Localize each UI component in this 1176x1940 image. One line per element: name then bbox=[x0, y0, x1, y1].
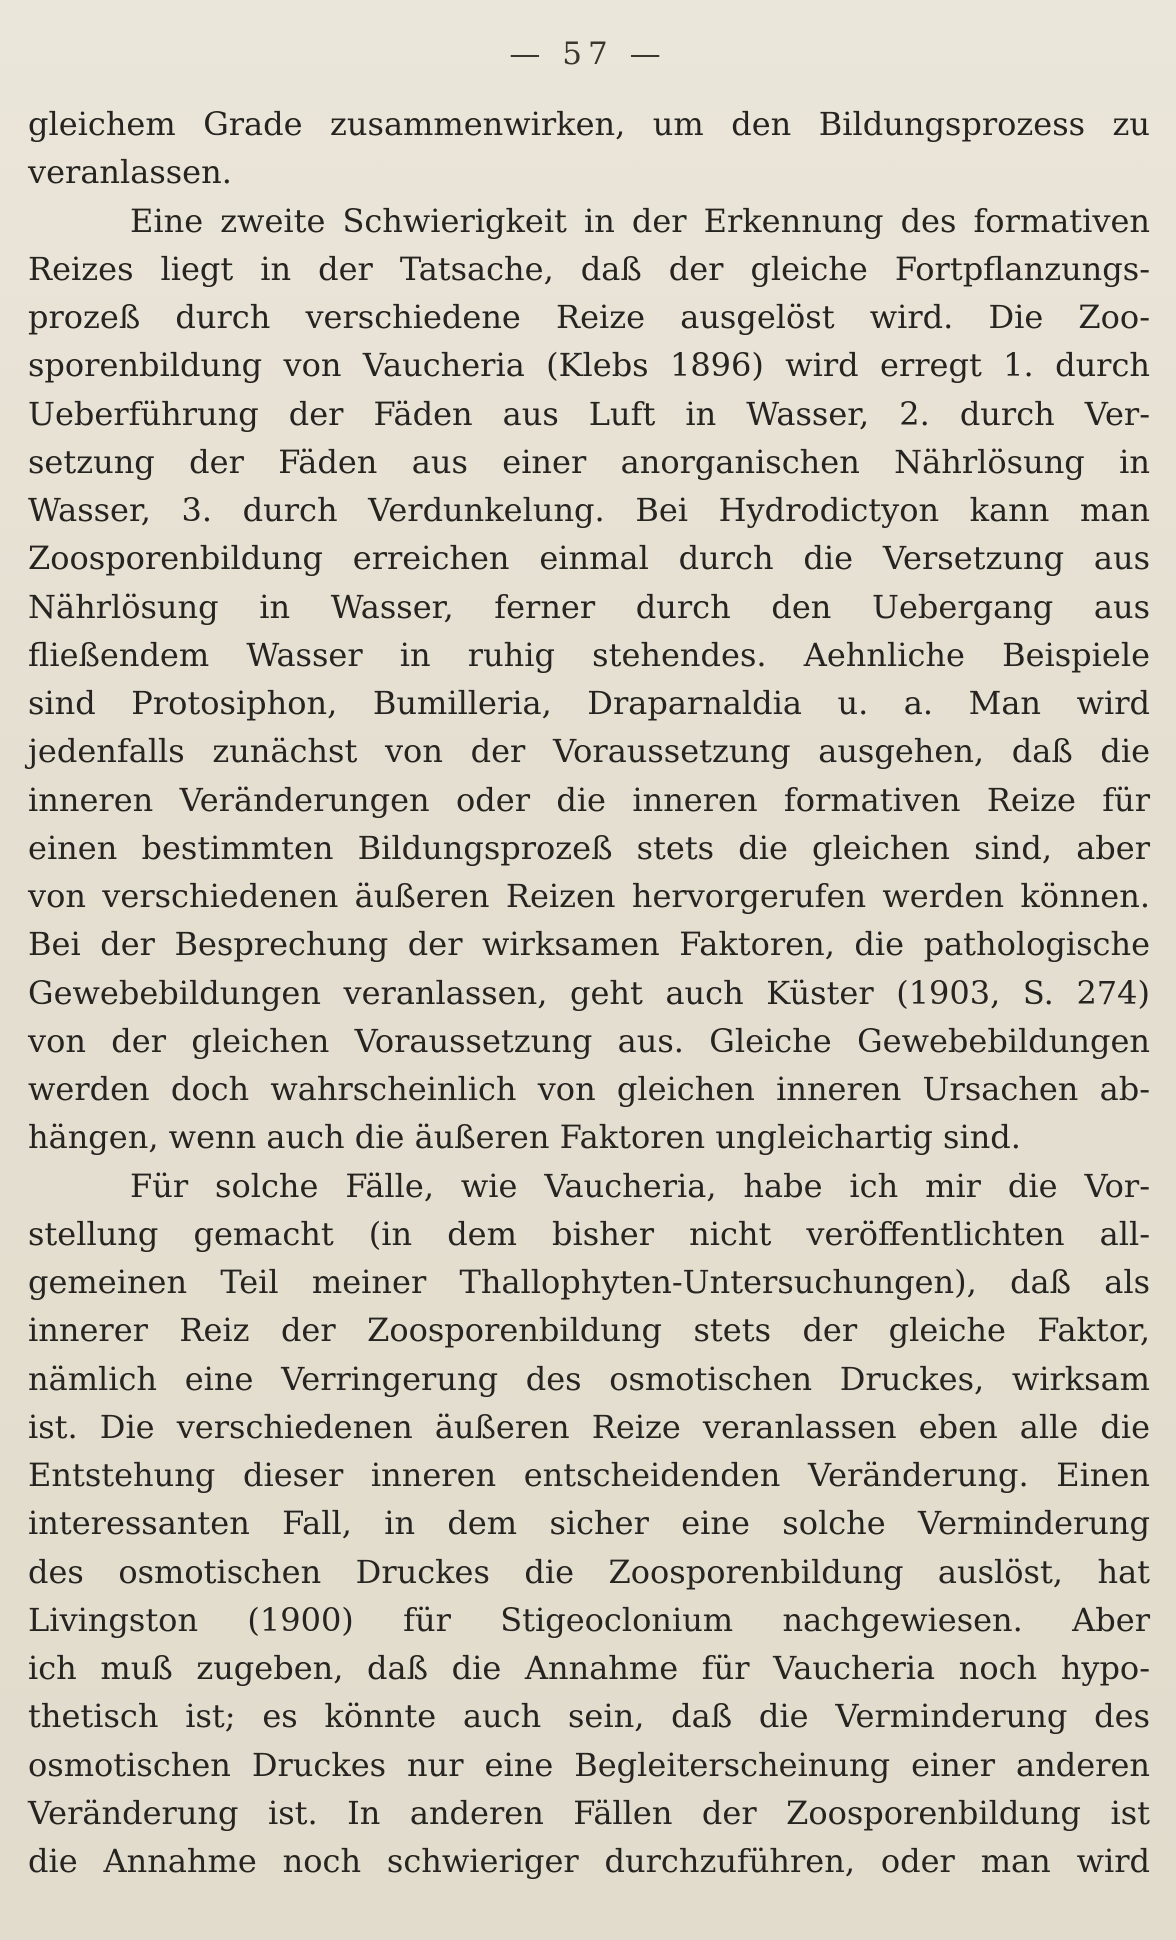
text-line: gleichem Grade zusammenwirken, um den Bildungsprozess zu bbox=[28, 105, 1150, 143]
text-line: von verschiedenen äußeren Reizen hervorgerufen werden können. bbox=[28, 877, 1150, 915]
text-line: ich muß zugeben, daß die Annahme für Vaucheria noch hypo- bbox=[28, 1649, 1150, 1687]
paragraph-2 bbox=[28, 197, 1150, 1162]
text-line: Nährlösung in Wasser, ferner durch den Uebergang aus bbox=[28, 587, 1150, 626]
text-line: Bei der Besprechung der wirksamen Faktoren, die pathologische bbox=[28, 925, 1150, 964]
text-line: prozeß durch verschiedene Reize ausgelöst wird. Die Zoo- bbox=[28, 298, 1150, 336]
text-line: Eine zweite Schwierigkeit in der Erkennung des formativen bbox=[130, 201, 1150, 240]
text-line: Zoosporenbildung erreichen einmal durch die Versetzung aus bbox=[28, 539, 1150, 578]
text-line: inneren Veränderungen oder die inneren formativen Reize für bbox=[28, 780, 1150, 819]
text-line: osmotischen Druckes nur eine Begleiterscheinung einer anderen bbox=[28, 1745, 1150, 1784]
text-line: sind Protosiphon, Bumilleria, Draparnaldia u. a. Man wird bbox=[28, 684, 1150, 722]
text-line: nämlich eine Verringerung des osmotischen Druckes, wirksam bbox=[28, 1359, 1150, 1398]
text-line: ist. Die verschiedenen äußeren Reize veranlassen eben alle die bbox=[28, 1407, 1150, 1446]
text-line: veranlassen. bbox=[28, 153, 232, 192]
text-line: die Annahme noch schwieriger durchzuführen, oder man wird bbox=[28, 1842, 1150, 1880]
text-line: sporenbildung von Vaucheria (Klebs 1896) wird erregt 1. durch bbox=[28, 346, 1150, 385]
text-line: werden doch wahrscheinlich von gleichen inneren Ursachen ab- bbox=[28, 1070, 1150, 1108]
text-line: thetisch ist; es könnte auch sein, daß die Verminderung des bbox=[28, 1697, 1150, 1736]
text-line: Ueberführung der Fäden aus Luft in Wasser, 2. durch Ver- bbox=[28, 394, 1150, 433]
text-line: einen bestimmten Bildungsprozeß stets die gleichen sind, aber bbox=[28, 828, 1150, 867]
text-line: des osmotischen Druckes die Zoosporenbildung auslöst, hat bbox=[28, 1552, 1150, 1591]
text-line: Reizes liegt in der Tatsache, daß der gleiche Fortpflanzungs- bbox=[28, 249, 1150, 288]
paragraph-1 bbox=[28, 100, 1150, 197]
text-line: von der gleichen Voraussetzung aus. Gleiche Gewebebildungen bbox=[28, 1021, 1150, 1060]
text-line: Für solche Fälle, wie Vaucheria, habe ich mir die Vor- bbox=[130, 1166, 1150, 1205]
body-text bbox=[28, 100, 1150, 1885]
text-line: setzung der Fäden aus einer anorganischen Nährlösung in bbox=[28, 442, 1150, 481]
text-line: innerer Reiz der Zoosporenbildung stets der gleiche Faktor, bbox=[28, 1311, 1150, 1350]
page-number: — 57 — bbox=[509, 36, 667, 72]
text-line: hängen, wenn auch die äußeren Faktoren ungleichartig sind. bbox=[28, 1118, 1021, 1157]
text-line: gemeinen Teil meiner Thallophyten-Untersuchungen), daß als bbox=[28, 1263, 1150, 1301]
text-line: interessanten Fall, in dem sicher eine solche Verminderung bbox=[28, 1504, 1150, 1543]
text-line: Entstehung dieser inneren entscheidenden Veränderung. Einen bbox=[28, 1456, 1150, 1494]
text-line: Veränderung ist. In anderen Fällen der Zoosporenbildung ist bbox=[28, 1793, 1150, 1832]
text-line: fließendem Wasser in ruhig stehendes. Aehnliche Beispiele bbox=[28, 635, 1150, 674]
text-line: jedenfalls zunächst von der Voraussetzung ausgehen, daß die bbox=[28, 732, 1150, 771]
text-line: Livingston (1900) für Stigeoclonium nachgewiesen. Aber bbox=[28, 1600, 1150, 1639]
text-line: Gewebebildungen veranlassen, geht auch Küster (1903, S. 274) bbox=[28, 973, 1150, 1012]
text-line: Wasser, 3. durch Verdunkelung. Bei Hydrodictyon kann man bbox=[28, 491, 1150, 529]
paragraph-3 bbox=[28, 1162, 1150, 1886]
text-line: stellung gemacht (in dem bisher nicht veröffentlichten all- bbox=[28, 1214, 1150, 1253]
